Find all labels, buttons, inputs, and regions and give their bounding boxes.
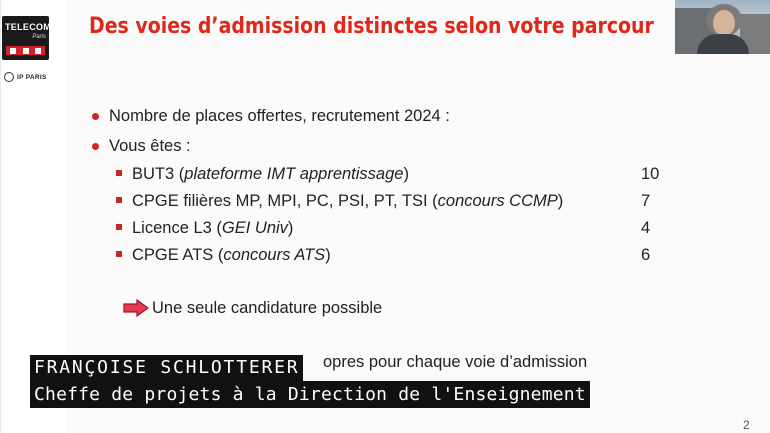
ip-paris-circle-icon bbox=[4, 72, 14, 82]
single-application-note: Une seule candidature possible bbox=[152, 299, 383, 317]
ip-paris-logo bbox=[4, 72, 47, 82]
logo-stripe bbox=[6, 46, 45, 55]
arrow-right-icon bbox=[123, 299, 149, 317]
speaker-name-caption: FRANÇOISE SCHLOTTERER bbox=[30, 355, 303, 381]
logo-text-telecom: TELECOM bbox=[5, 22, 52, 32]
telecom-paris-logo bbox=[2, 16, 52, 60]
route-count: 6 bbox=[641, 246, 651, 264]
slide-page-number: 2 bbox=[743, 418, 750, 432]
speaker-webcam-video bbox=[675, 0, 770, 54]
route-count: 7 bbox=[641, 192, 651, 210]
partially-hidden-text: opres pour chaque voie d’admission bbox=[323, 353, 588, 371]
bullet-dot bbox=[92, 113, 99, 120]
ip-paris-text: IP PARIS bbox=[17, 73, 47, 81]
bullet-square bbox=[116, 251, 122, 257]
route-count: 10 bbox=[641, 165, 660, 183]
bullet-square bbox=[116, 170, 122, 176]
logo-text-paris: Paris bbox=[32, 34, 46, 40]
bullet-text: Nombre de places offertes, recrutement 2024 : bbox=[109, 107, 450, 125]
bullet-text: Vous êtes : bbox=[109, 137, 191, 155]
bullet-square bbox=[116, 224, 122, 230]
presentation-slide: TELECOM Paris IP PARIS Des voies d’admission distinctes selon votre parcour Nombre de places offertes, recrutement 2024 : Vous êtes : BUT3 (plateforme IMT apprentissage) 10 CPGE filières MP, MPI, PC, PSI, PT, TSI (concours CCMP) 7 Licence L3 (GEI Univ) 4 CPGE ATS (concours ATS) 6 Une seule candidature possible opres pour chaque voie d’admission 2 bbox=[0, 0, 770, 433]
bullet-square bbox=[116, 197, 122, 203]
speaker-role-caption: Cheffe de projets à la Direction de l'Enseignement bbox=[30, 381, 590, 408]
route-count: 4 bbox=[641, 219, 651, 237]
bullet-dot bbox=[92, 143, 99, 150]
slide-title: Des voies d’admission distinctes selon votre parcour bbox=[89, 14, 654, 39]
